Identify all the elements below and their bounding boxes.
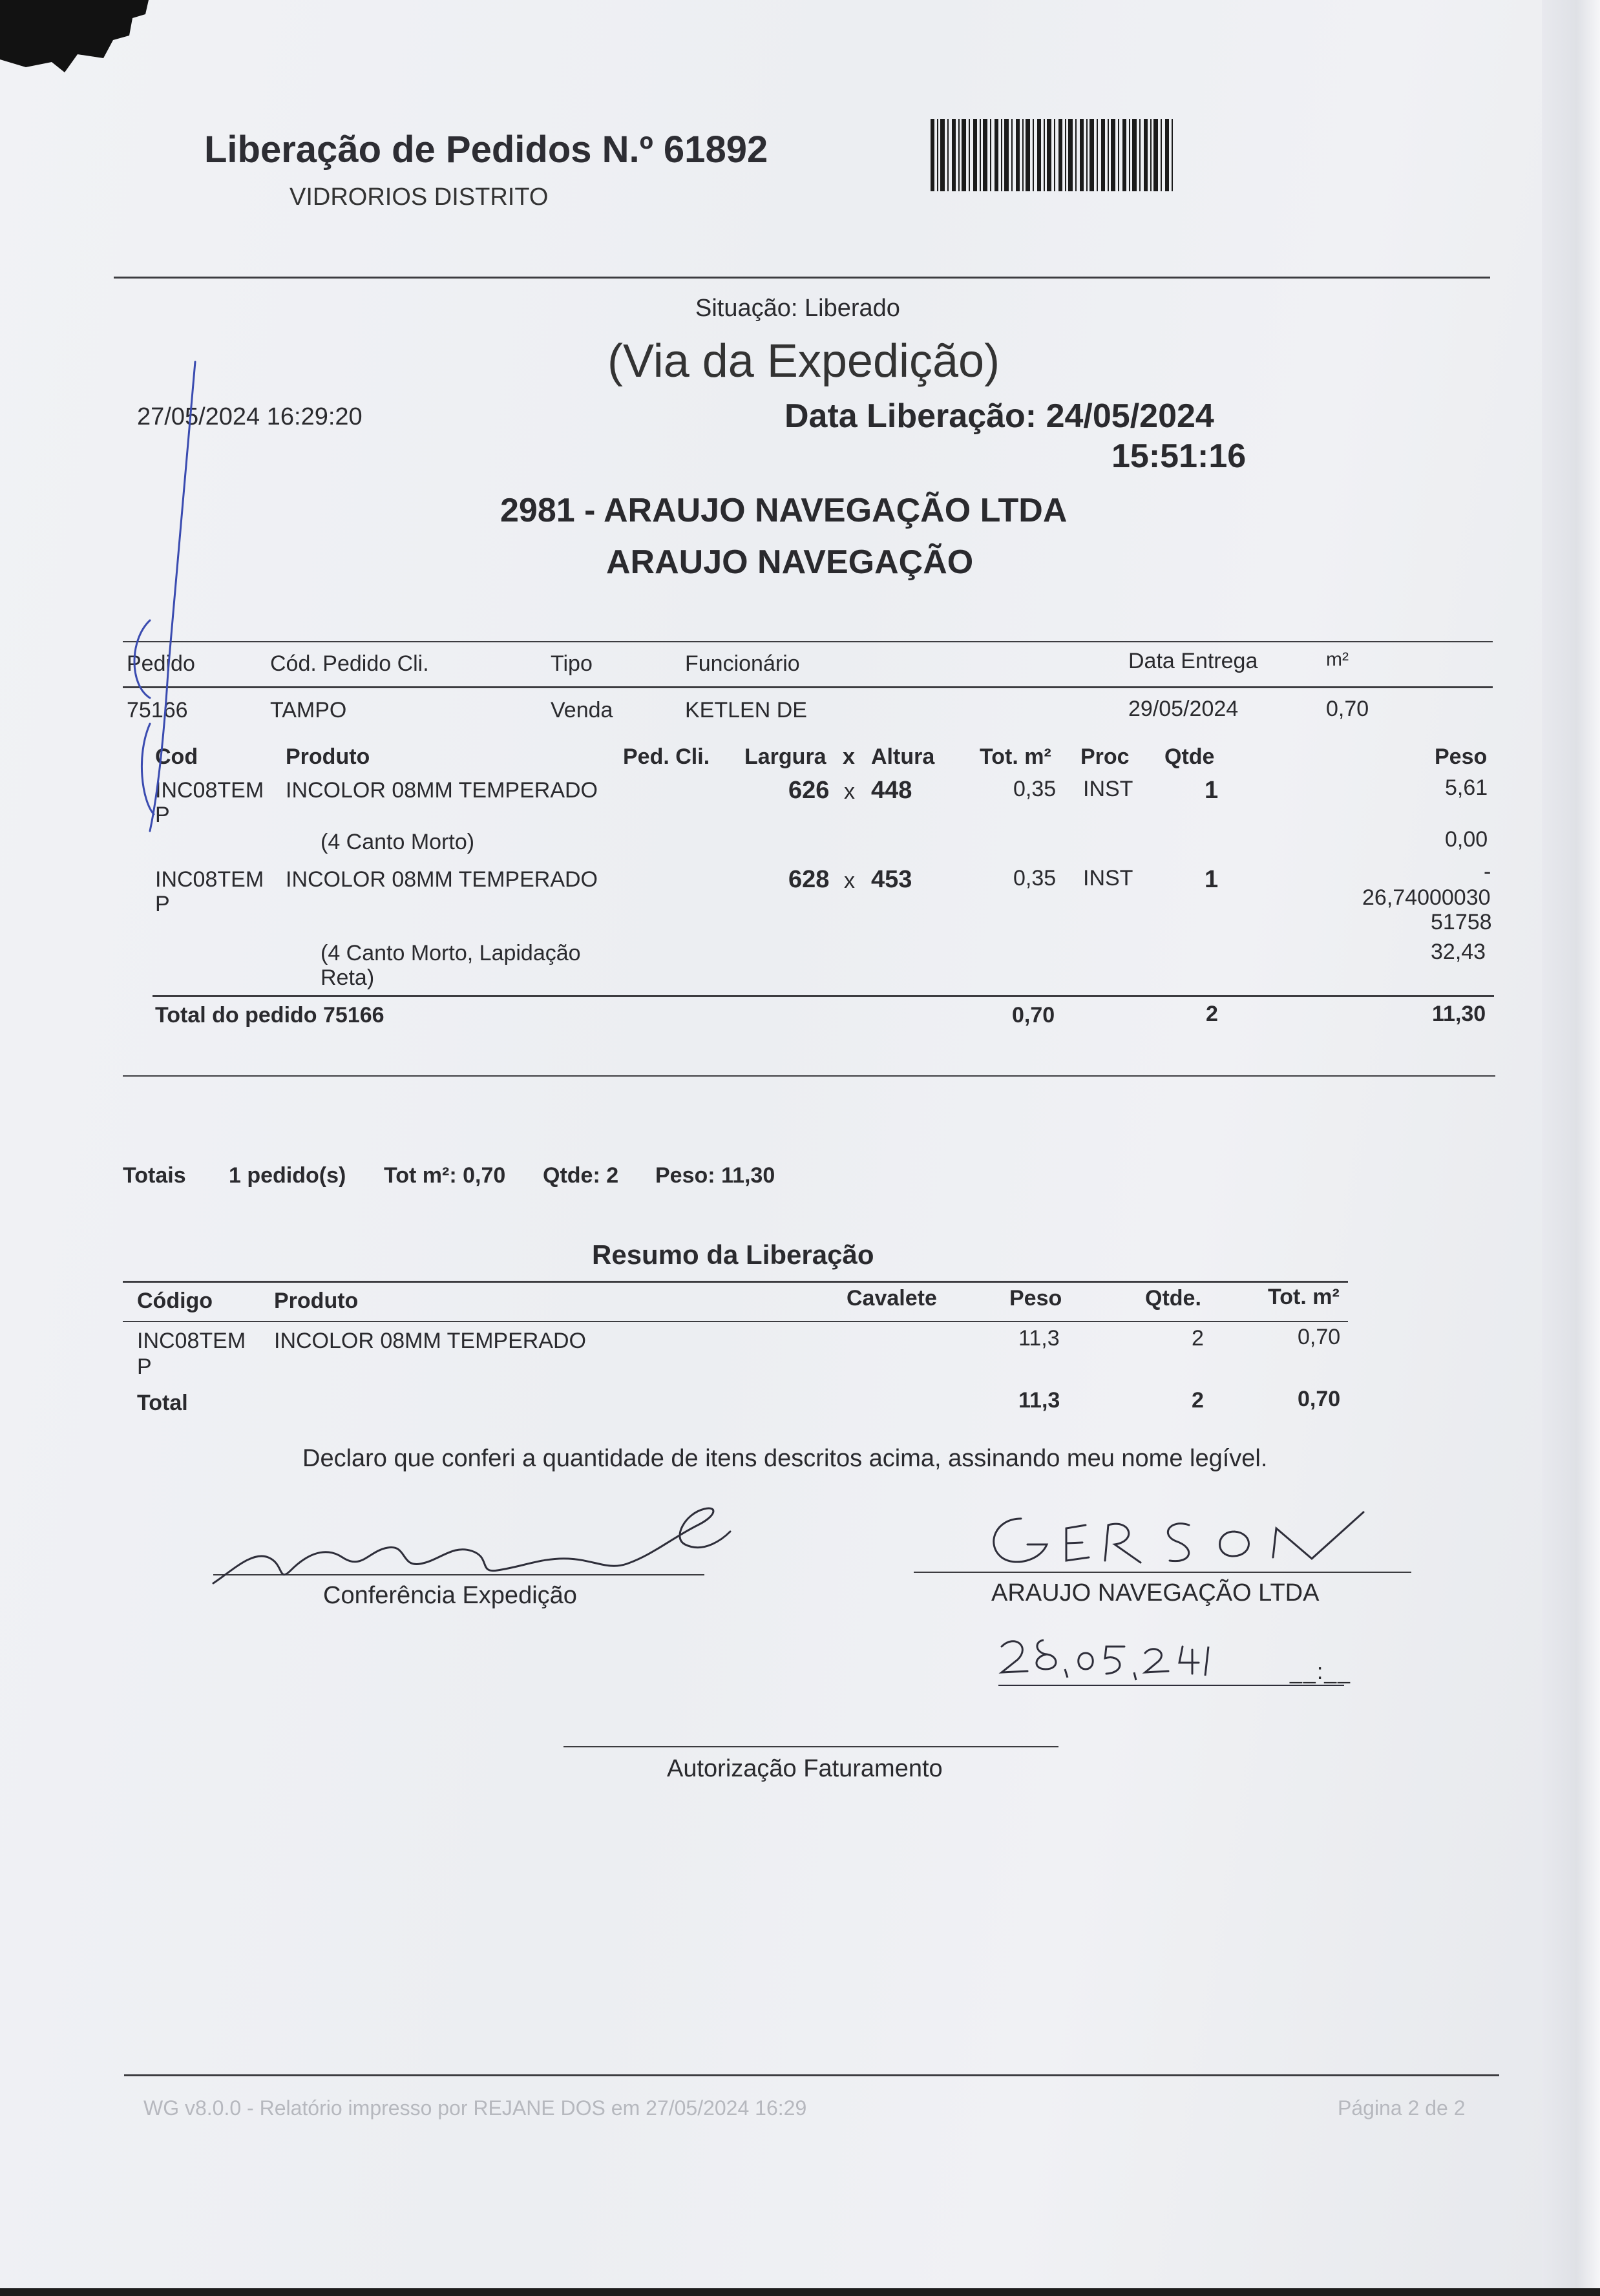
- item1-altura: 448: [871, 777, 912, 804]
- totais-pedidos: 1 pedido(s): [229, 1163, 346, 1188]
- data-liberacao: Data Liberação: 24/05/2024: [784, 397, 1214, 435]
- col-data-entrega: Data Entrega: [1128, 649, 1258, 673]
- item1-tot-m2: 0,35: [1013, 777, 1057, 801]
- item1-peso: 5,61: [1445, 775, 1488, 800]
- auth-label: Autorização Faturamento: [667, 1755, 943, 1782]
- item1-produto: INCOLOR 08MM TEMPERADO: [286, 778, 598, 803]
- item1-proc: INST: [1083, 777, 1133, 801]
- footer-page: Página 2 de 2: [1338, 2096, 1466, 2120]
- items-col-cod: Cod: [155, 744, 198, 769]
- items-col-proc: Proc: [1080, 744, 1130, 769]
- item2-obs-line2: Reta): [321, 965, 375, 990]
- col-m2: m²: [1326, 649, 1349, 670]
- header-rule: [114, 277, 1490, 279]
- right-handwritten-signature: [976, 1506, 1389, 1570]
- order-data-entrega: 29/05/2024: [1128, 697, 1239, 721]
- scan-edge: [1542, 0, 1600, 2296]
- client-line-2: ARAUJO NAVEGAÇÃO: [606, 543, 974, 581]
- item2-qtde: 1: [1205, 866, 1219, 893]
- item2-produto: INCOLOR 08MM TEMPERADO: [286, 867, 598, 892]
- via-label: (Via da Expedição): [607, 335, 1000, 387]
- order-rule-top: [123, 641, 1493, 642]
- item1-cod-line2: P: [155, 803, 170, 827]
- resumo-rule-top: [123, 1281, 1348, 1283]
- resumo-row-cod-line1: INC08TEM: [137, 1329, 246, 1353]
- client-line-1: 2981 - ARAUJO NAVEGAÇÃO LTDA: [500, 492, 1068, 529]
- order-total-peso: 11,30: [1432, 1002, 1486, 1026]
- item2-cod-line2: P: [155, 892, 170, 916]
- item2-peso-b: 51758: [1431, 910, 1492, 934]
- order-total-m2: 0,70: [1012, 1003, 1055, 1027]
- order-m2: 0,70: [1326, 697, 1369, 721]
- print-datetime: 27/05/2024 16:29:20: [137, 403, 363, 430]
- item2-largura: 628: [788, 866, 830, 893]
- order-rule-mid: [123, 686, 1493, 688]
- items-col-largura: Largura: [744, 744, 826, 769]
- item2-altura: 453: [871, 866, 912, 893]
- time-blank: __:__: [1290, 1659, 1352, 1684]
- footer-rule: [124, 2074, 1499, 2076]
- resumo-row-peso: 11,3: [1018, 1326, 1060, 1351]
- resumo-total-m2: 0,70: [1298, 1387, 1341, 1411]
- resumo-col-tot-m2: Tot. m²: [1268, 1285, 1340, 1309]
- order-total-label: Total do pedido 75166: [155, 1003, 384, 1027]
- items-col-produto: Produto: [286, 744, 370, 769]
- resumo-title: Resumo da Liberação: [592, 1239, 874, 1270]
- item1-obs: (4 Canto Morto): [321, 830, 475, 854]
- order-total-rule: [153, 995, 1494, 997]
- item1-largura: 626: [788, 777, 830, 804]
- items-col-altura: Altura: [871, 744, 935, 769]
- item1-cod-line1: INC08TEM: [155, 778, 264, 803]
- company-name: VIDRORIOS DISTRITO: [289, 184, 549, 211]
- right-signature-line: [914, 1572, 1411, 1573]
- order-end-rule: [123, 1075, 1495, 1077]
- item2-x: x: [844, 869, 855, 893]
- order-total-qtde: 2: [1206, 1002, 1218, 1026]
- footer-left: WG v8.0.0 - Relatório impresso por REJANE DOS em 27/05/2024 16:29: [143, 2096, 807, 2120]
- col-cod-pedido-cli: Cód. Pedido Cli.: [270, 651, 429, 676]
- resumo-col-codigo: Código: [137, 1289, 213, 1313]
- order-funcionario: KETLEN DE: [685, 698, 807, 722]
- item2-peso-dash: -: [1484, 859, 1491, 884]
- items-col-ped-cli: Ped. Cli.: [623, 744, 710, 769]
- totais-qtde: Qtde: 2: [543, 1163, 619, 1188]
- totais-label: Totais: [123, 1163, 186, 1188]
- resumo-total-peso: 11,3: [1018, 1388, 1060, 1413]
- item2-peso-a: 26,74000030: [1362, 885, 1491, 910]
- order-pedido: 75166: [127, 698, 188, 722]
- col-pedido: Pedido: [127, 651, 195, 676]
- order-cod-cli: TAMPO: [270, 698, 347, 722]
- items-col-tot-m2: Tot. m²: [980, 744, 1051, 769]
- item2-peso-c: 32,43: [1431, 940, 1486, 964]
- resumo-col-peso: Peso: [1009, 1286, 1062, 1311]
- item1-qtde: 1: [1205, 777, 1219, 804]
- item2-tot-m2: 0,35: [1013, 866, 1057, 890]
- resumo-row-produto: INCOLOR 08MM TEMPERADO: [274, 1329, 587, 1353]
- item1-peso-extra: 0,00: [1445, 827, 1488, 852]
- totais-tot-m2: Tot m²: 0,70: [384, 1163, 506, 1188]
- left-signature-label: Conferência Expedição: [323, 1582, 577, 1609]
- scan-edge-bottom: [0, 2288, 1600, 2296]
- col-tipo: Tipo: [551, 651, 593, 676]
- items-col-x: x: [843, 744, 855, 769]
- declaration-text: Declaro que conferi a quantidade de itens descritos acima, assinando meu nome legível.: [302, 1445, 1268, 1472]
- resumo-col-cavalete: Cavalete: [847, 1286, 937, 1311]
- order-tipo: Venda: [551, 698, 613, 722]
- resumo-col-qtde: Qtde.: [1145, 1286, 1201, 1311]
- item1-x: x: [844, 779, 855, 804]
- item2-cod-line1: INC08TEM: [155, 867, 264, 892]
- auth-signature-line: [563, 1746, 1058, 1747]
- blue-pen-mark: [116, 362, 213, 840]
- barcode: [931, 119, 1175, 191]
- hora-liberacao: 15:51:16: [1111, 437, 1247, 475]
- item2-obs-line1: (4 Canto Morto, Lapidação: [321, 941, 581, 965]
- item2-proc: INST: [1083, 866, 1133, 890]
- totais-peso: Peso: 11,30: [655, 1163, 775, 1188]
- resumo-total-label: Total: [137, 1391, 188, 1415]
- resumo-row-qtde: 2: [1192, 1326, 1204, 1351]
- resumo-total-qtde: 2: [1192, 1388, 1204, 1413]
- situacao: Situação: Liberado: [695, 295, 900, 322]
- resumo-rule-mid: [123, 1321, 1348, 1322]
- col-funcionario: Funcionário: [685, 651, 800, 676]
- left-handwritten-signature: [207, 1499, 737, 1590]
- resumo-row-cod-line2: P: [137, 1354, 152, 1379]
- torn-corner: [0, 0, 155, 71]
- items-col-qtde: Qtde: [1164, 744, 1215, 769]
- items-col-peso: Peso: [1435, 744, 1488, 769]
- right-signature-label: ARAUJO NAVEGAÇÃO LTDA: [991, 1579, 1320, 1606]
- resumo-col-produto: Produto: [274, 1289, 359, 1313]
- resumo-row-m2: 0,70: [1298, 1325, 1341, 1349]
- document-title: Liberação de Pedidos N.º 61892: [204, 129, 768, 171]
